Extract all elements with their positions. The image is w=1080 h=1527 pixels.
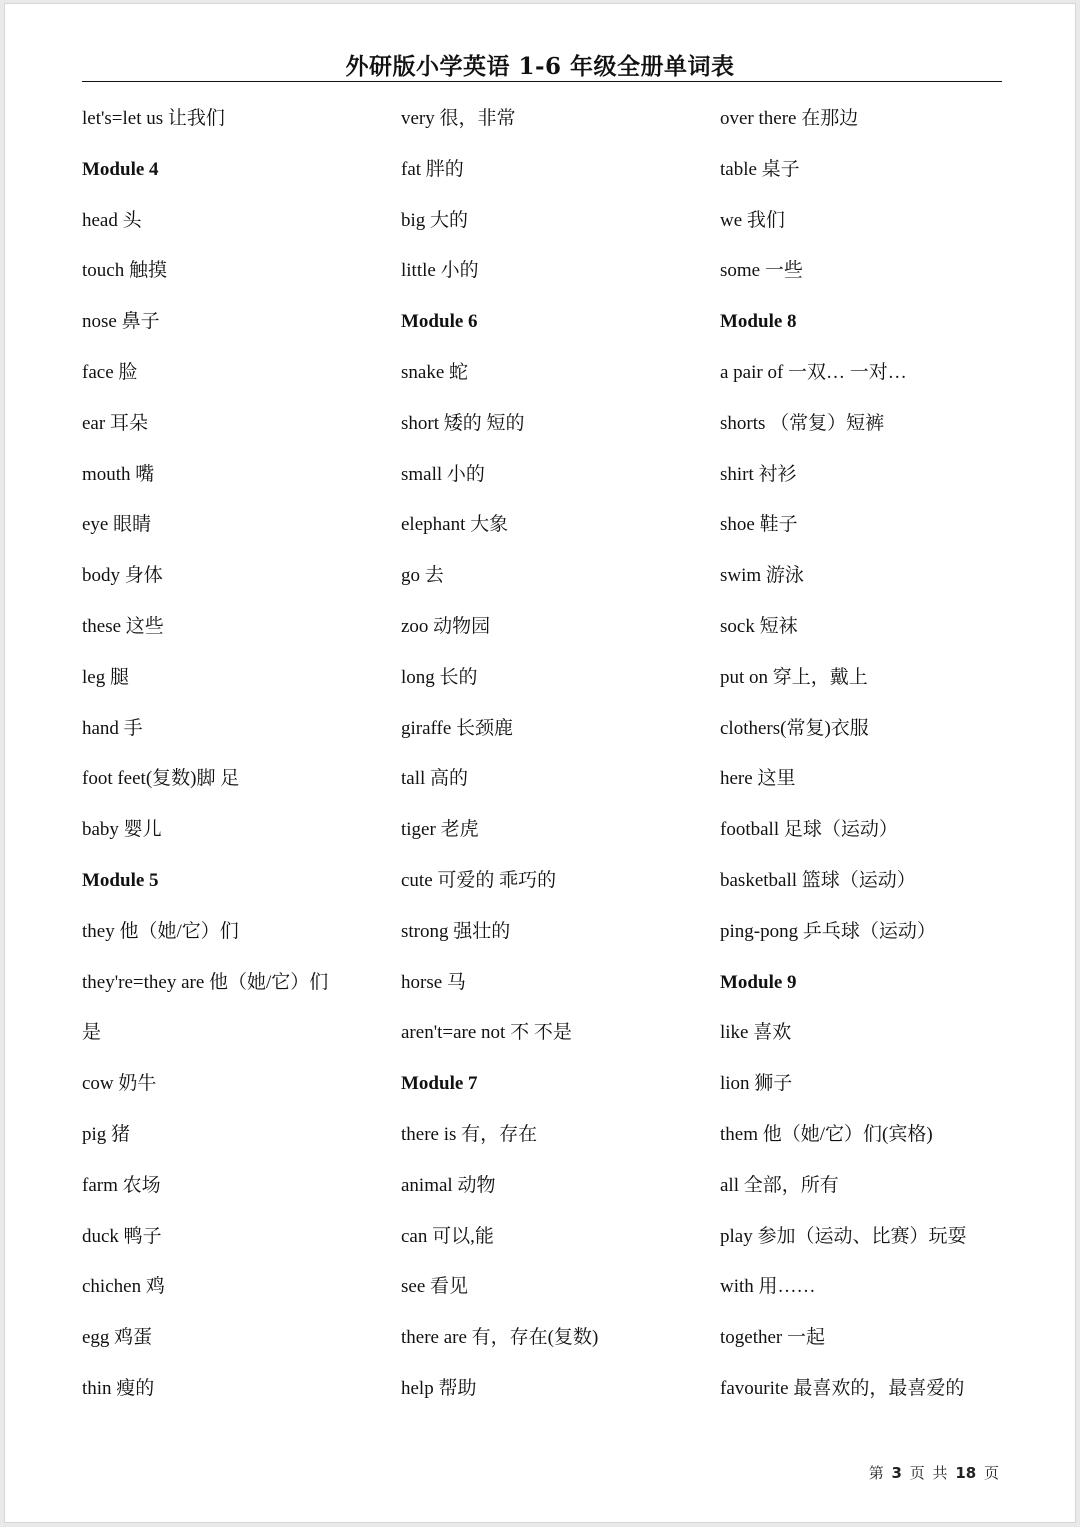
vocab-entry: there are 有，存在(复数)	[401, 1327, 599, 1349]
vocab-entry: football 足球（运动）	[720, 819, 898, 841]
vocab-entry: zoo 动物园	[401, 615, 491, 637]
vocab-entry: they're=they are 他（她/它）们	[82, 971, 329, 993]
vocab-entry: touch 触摸	[82, 260, 167, 282]
vocab-entry: together 一起	[720, 1327, 826, 1349]
vocab-entry: egg 鸡蛋	[82, 1327, 153, 1349]
vocab-entry: shorts （常复）短裤	[720, 412, 885, 434]
vocab-entry: see 看见	[401, 1276, 469, 1298]
module-heading: Module 7	[401, 1073, 478, 1095]
vocab-entry: cute 可爱的 乖巧的	[401, 869, 557, 891]
vocab-entry: with 用……	[720, 1276, 816, 1298]
vocab-entry: fat 胖的	[401, 158, 464, 180]
vocab-entry: baby 婴儿	[82, 819, 162, 841]
vocab-entry: nose 鼻子	[82, 311, 160, 333]
vocab-entry: lion 狮子	[720, 1073, 793, 1095]
vocab-entry: little 小的	[401, 260, 479, 282]
vocab-entry: play 参加（运动、比赛）玩耍	[720, 1225, 967, 1247]
module-heading: Module 4	[82, 158, 159, 180]
vocab-entry: short 矮的 短的	[401, 412, 525, 434]
page-prefix: 第	[868, 1464, 884, 1482]
vocab-entry: elephant 大象	[401, 514, 509, 536]
page-title: 外研版小学英语 1-6 年级全册单词表	[345, 53, 735, 80]
module-heading: Module 6	[401, 311, 478, 333]
vocab-entry: there is 有，存在	[401, 1123, 538, 1145]
vocab-entry: here 这里	[720, 768, 796, 790]
vocab-entry: some 一些	[720, 260, 803, 282]
vocab-entry: pig 猪	[82, 1123, 131, 1145]
vocab-entry: small 小的	[401, 463, 485, 485]
vocab-entry: leg 腿	[82, 666, 129, 688]
vocab-entry: table 桌子	[720, 158, 800, 180]
vocab-entry: ping-pong 乒乓球（运动）	[720, 920, 936, 942]
vocab-entry: shoe 鞋子	[720, 514, 798, 536]
vocab-entry: these 这些	[82, 615, 164, 637]
vocab-entry: body 身体	[82, 565, 163, 587]
vocab-entry: over there 在那边	[720, 108, 859, 129]
vocab-column-3	[720, 94, 1020, 1415]
vocab-entry: long 长的	[401, 666, 478, 688]
vocab-entry: swim 游泳	[720, 565, 804, 587]
vocab-entry: farm 农场	[82, 1174, 161, 1196]
vocab-entry: strong 强壮的	[401, 920, 511, 942]
vocab-entry: we 我们	[720, 209, 785, 231]
vocab-entry: horse 马	[401, 971, 466, 993]
vocab-entry: face 脸	[82, 361, 138, 383]
vocab-column-2	[401, 94, 713, 1415]
vocab-entry: head 头	[82, 209, 142, 231]
vocab-entry: shirt 衬衫	[720, 463, 797, 485]
module-heading: Module 5	[82, 869, 159, 891]
vocab-entry: can 可以,能	[401, 1225, 494, 1247]
vocab-entry: tall 高的	[401, 768, 469, 790]
vocab-entry: foot feet(复数)脚 足	[82, 768, 240, 790]
vocab-entry: duck 鸭子	[82, 1225, 162, 1247]
title-underline	[82, 81, 1002, 82]
vocab-entry: basketball 篮球（运动）	[720, 869, 916, 891]
vocab-entry: clothers(常复)衣服	[720, 717, 869, 739]
vocab-entry: cow 奶牛	[82, 1073, 157, 1095]
vocab-entry: giraffe 长颈鹿	[401, 717, 514, 739]
vocab-entry: 是	[82, 1022, 102, 1044]
vocab-entry: mouth 嘴	[82, 463, 155, 485]
page-suffix: 页	[983, 1464, 999, 1482]
vocab-entry: snake 蛇	[401, 361, 469, 383]
vocab-entry: help 帮助	[401, 1377, 477, 1399]
vocab-entry: put on 穿上，戴上	[720, 666, 868, 688]
page-middle: 页 共	[909, 1464, 948, 1482]
vocab-entry: let's=let us 让我们	[82, 108, 225, 129]
vocab-entry: go 去	[401, 565, 444, 587]
vocab-entry: a pair of 一双… 一对…	[720, 361, 907, 383]
vocab-entry: all 全部，所有	[720, 1174, 839, 1196]
vocab-entry: sock 短袜	[720, 615, 798, 637]
vocab-entry: very 很，非常	[401, 108, 516, 129]
module-heading: Module 9	[720, 971, 797, 993]
vocab-entry: chichen 鸡	[82, 1276, 165, 1298]
vocab-entry: eye 眼睛	[82, 514, 152, 536]
vocab-column-1	[82, 94, 394, 1415]
vocab-entry: ear 耳朵	[82, 412, 148, 434]
document-page	[4, 3, 1076, 1523]
vocab-entry: like 喜欢	[720, 1022, 792, 1044]
vocab-entry: favourite 最喜欢的，最喜爱的	[720, 1377, 965, 1399]
vocab-entry: thin 瘦的	[82, 1377, 155, 1399]
current-page: 3	[891, 1464, 902, 1482]
vocab-entry: tiger 老虎	[401, 819, 479, 841]
vocab-entry: hand 手	[82, 717, 143, 739]
module-heading: Module 8	[720, 311, 797, 333]
total-pages: 18	[955, 1464, 977, 1482]
vocab-entry: them 他（她/它）们(宾格)	[720, 1123, 933, 1145]
vocab-entry: big 大的	[401, 209, 469, 231]
vocab-entry: they 他（她/它）们	[82, 920, 239, 942]
vocab-entry: animal 动物	[401, 1174, 496, 1196]
vocab-entry: aren't=are not 不 不是	[401, 1022, 572, 1044]
page-number	[869, 1462, 999, 1483]
